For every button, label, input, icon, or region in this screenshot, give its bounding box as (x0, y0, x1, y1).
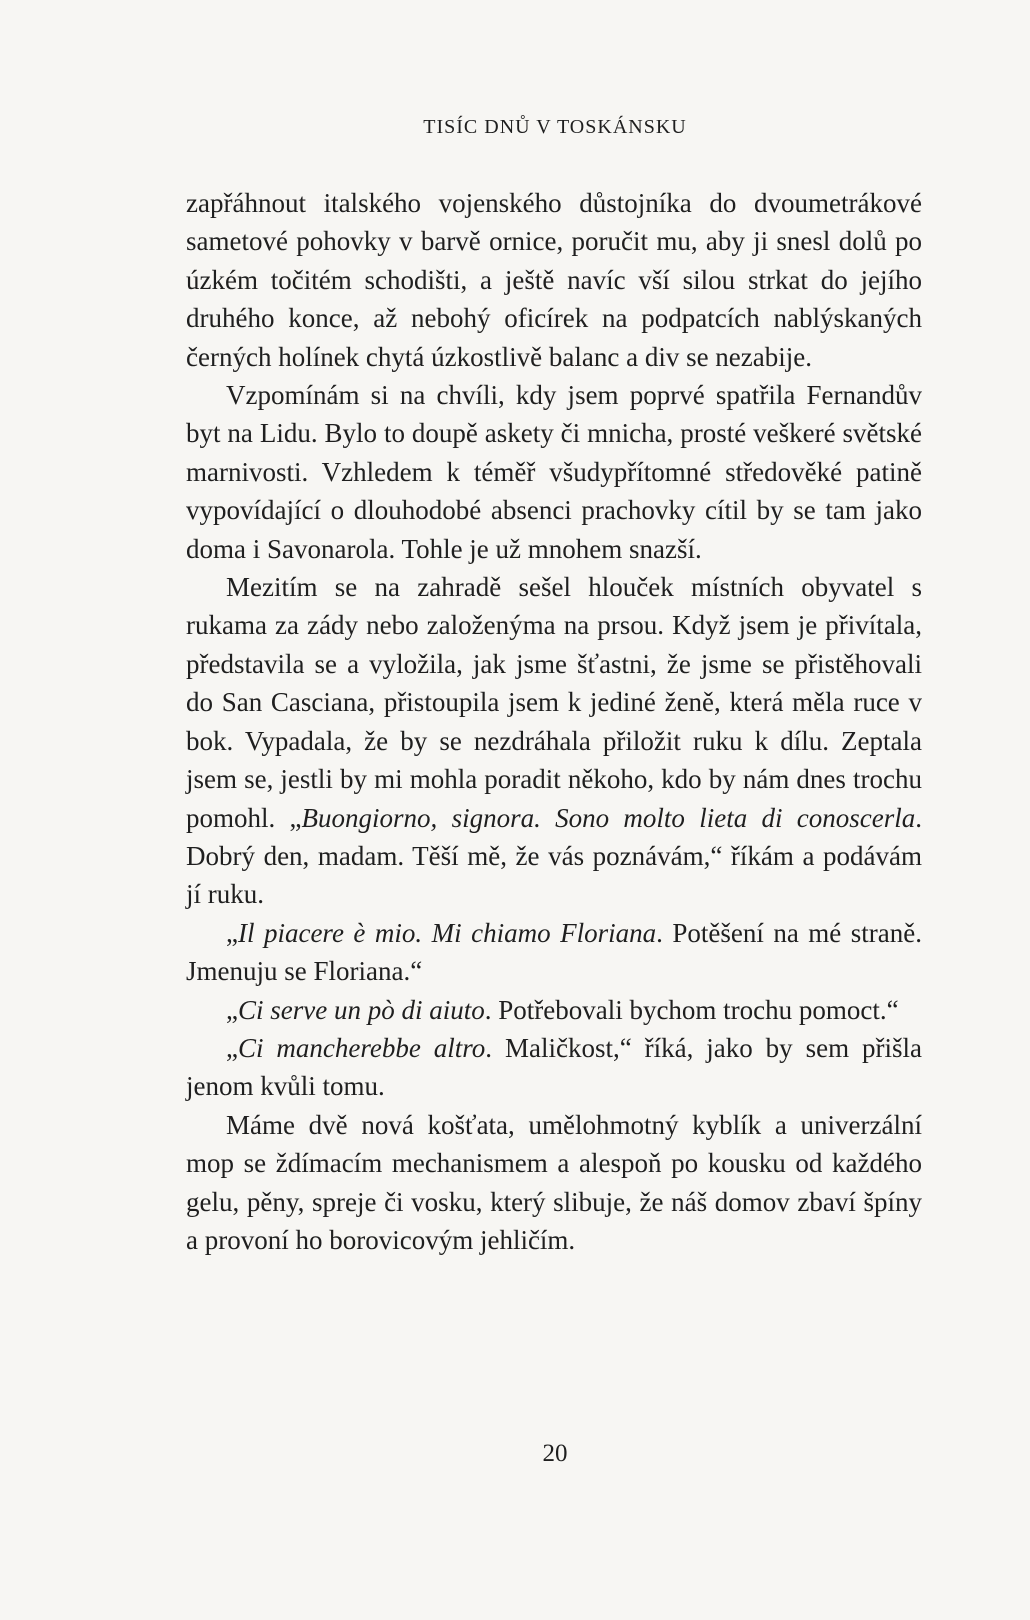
body-text (186, 184, 922, 1259)
text-segment: „ (226, 994, 238, 1025)
text-segment: zapřáhnout italského vojenského důstojníka do dvoumetrákové sametové pohovky v barvě ornice, poručit mu, aby ji snesl dolů po úzkém točitém schodišti, a ještě navíc vší silou strkat do jejího druhého konce, až nebohý oficírek na podpatcích nablýskaných černých holínek chytá úzkostlivě balanc a div se nezabije. (186, 188, 922, 372)
paragraph (186, 376, 922, 568)
paragraph (186, 568, 922, 914)
text-segment: . Dobrý den, madam. Těší mě, že vás poznávám,“ říkám a podávám jí ruku. (186, 802, 922, 910)
text-segment: Mezitím se na zahradě sešel hlouček místních obyvatel s rukama za zády nebo založenýma na prsou. Když jsem je přivítala, představila se a vyložila, jak jsme šťastni, že jsme se přistěhovali do San Casciana, přistoupila jsem k jediné ženě, která měla ruce v bok. Vypadala, že by se nezdráhala přiložit ruku k dílu. Zeptala jsem se, jestli by mi mohla poradit někoho, kdo by nám dnes trochu pomohl. „ (186, 572, 922, 833)
paragraph (186, 1029, 922, 1106)
paragraph (186, 914, 922, 991)
text-segment: Máme dvě nová košťata, umělohmotný kyblík a univerzální mop se ždímacím mechanismem a alespoň po kousku od každého gelu, pěny, spreje či vosku, který slibuje, že náš domov zbaví špíny a provoní ho borovicovým jehličím. (186, 1109, 922, 1255)
text-segment: . Maličkost,“ říká, jako by sem přišla jenom kvůli tomu. (186, 1032, 922, 1102)
running-head: TISÍC DNŮ V TOSKÁNSKU (423, 116, 687, 138)
text-segment: . Potřebovali bychom trochu pomoct.“ (484, 994, 899, 1025)
text-segment: „ (226, 1032, 238, 1063)
italic-phrase: Il piacere è mio. Mi chiamo Floriana (237, 917, 657, 948)
italic-phrase: Ci mancherebbe altro (237, 1032, 486, 1063)
text-segment: „ (226, 917, 238, 948)
text-segment: . Potěšení na mé straně. Jmenuju se Floriana.“ (186, 917, 922, 987)
italic-phrase: Buongiorno, signora. Sono molto lieta di conoscerla (301, 802, 916, 833)
paragraph (186, 184, 922, 376)
paragraph (186, 1106, 922, 1260)
page-number: 20 (542, 1440, 568, 1467)
text-segment: Vzpomínám si na chvíli, kdy jsem poprvé spatřila Fernandův byt na Lidu. Bylo to doupě askety či mnicha, prosté veškeré světské marnivosti. Vzhledem k téměř všudypřítomné středověké patině vypovídající o dlouhodobé absenci prachovky cítil by se tam jako doma i Savonarola. Tohle je už mnohem snazší. (186, 380, 922, 564)
italic-phrase: Ci serve un pò di aiuto (237, 994, 485, 1025)
paragraph (186, 991, 922, 1029)
